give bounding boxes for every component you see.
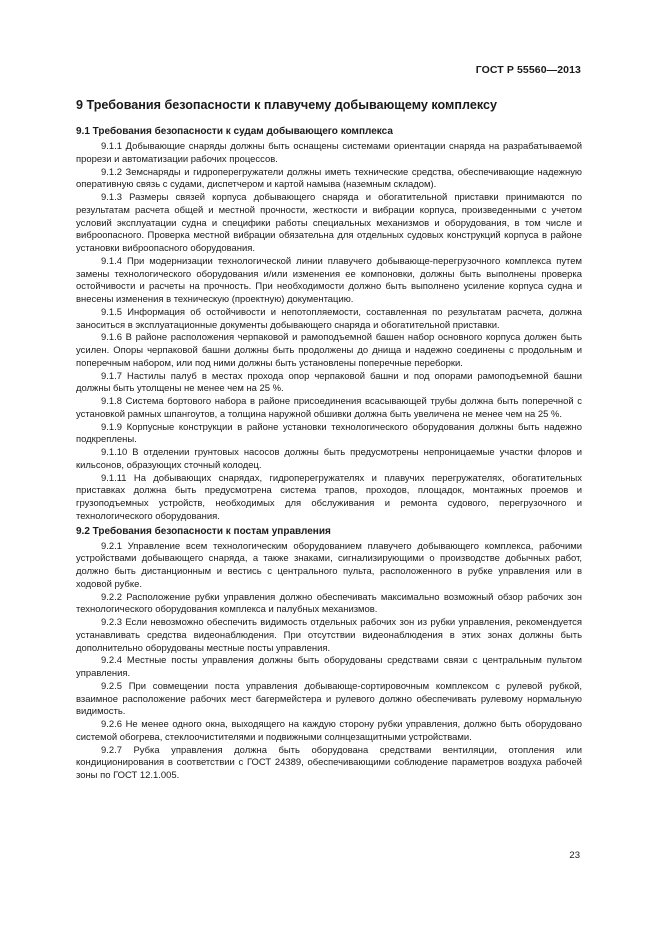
paragraph-9-2-2: 9.2.2 Расположение рубки управления должно обеспечивать максимально возможный обзор рабочих зон технологического оборудования комплекса и палубных механизмов. [76,591,582,616]
page-content [76,97,582,783]
paragraph-9-2-4: 9.2.4 Местные посты управления должны быть оборудованы средствами связи с центральным пультом управления. [76,655,582,679]
paragraph-9-1-1: 9.1.1 Добывающие снаряды должны быть оснащены системами ориентации снаряда на разрабатываемой прорези и автоматизации рабочих процессов. [76,141,582,165]
section-title: 9 Требования безопасности к плавучему добывающему комплексу [76,98,497,112]
standard-code-header: ГОСТ Р 55560—2013 [475,64,581,76]
paragraph-9-1-7: 9.1.7 Настилы палуб в местах прохода опор черпаковой башни и под опорами рамоподъемной башни должны быть утолщены не менее чем на 25 %. [76,370,582,395]
paragraph-9-1-2: 9.1.2 Земснаряды и гидроперегружатели должны иметь технические средства, обеспечивающие надежную оперативную связь с судами, диспетчером и картой намыва (наземным складом). [76,166,582,191]
paragraph-9-1-3: 9.1.3 Размеры связей корпуса добывающего снаряда и обогатительной приставки принимаются по результатам расчета общей и местной прочности, жесткости и вибрации корпуса, произведенными с учетом условий эксплуатации судна и специфики работы специальных механизмов и оборудования, в том числе и виброопасного. Проверка местной вибрации обязательна для отдельных судовых конструкций корпуса в районе установки виброопасного оборудования. [76,192,582,254]
paragraph-9-1-8: 9.1.8 Система бортового набора в районе присоединения всасывающей трубы должна быть поперечной с установкой рамных шпангоутов, а толщина наружной обшивки должна быть увеличена не менее чем на 25 %. [76,396,582,420]
page-number: 23 [569,850,580,861]
paragraph-9-2-3: 9.2.3 Если невозможно обеспечить видимость отдельных рабочих зон из рубки управления, рекомендуется устанавливать средства видеонаблюдения. При отсутствии видеонаблюдения в этих зонах должны быть дополнительно оборудованы местные посты управления. [76,617,582,654]
paragraph-9-2-1: 9.2.1 Управление всем технологическим оборудованием плавучего добывающего комплекса, рабочими устройствами добывающего снаряда, а также знаками, сигнализирующими о производстве добычных работ, должно быть дистанционным и вестись с центрального пульта, расположенного в рубке управления или в ходовой рубке. [76,540,582,590]
paragraph-9-1-10: 9.1.10 В отделении грунтовых насосов должны быть предусмотрены непроницаемые участки флоров и кильсонов, образующих сточный колодец. [76,447,582,471]
paragraph-9-2-7: 9.2.7 Рубка управления должна быть оборудована средствами вентиляции, отопления или кондиционирования в соответствии с ГОСТ 24389, обеспечивающими соблюдение параметров воздуха рабочей зоны по ГОСТ 12.1.005. [76,744,582,781]
paragraph-9-1-6: 9.1.6 В районе расположения черпаковой и рамоподъемной башен набор основного корпуса должен быть усилен. Опоры черпаковой башни должны быть продолжены до днища и надежно соединены с продольным и поперечным набором, или под ними должны быть установлены поперечные переборки. [76,332,582,369]
paragraph-9-1-5: 9.1.5 Информация об остойчивости и непотопляемости, составленная по результатам расчета, должна заноситься в эксплуатационные документы добывающего снаряда и обогатительной приставки. [76,306,582,331]
paragraph-9-2-5: 9.2.5 При совмещении поста управления добывающе-сортировочным комплексом с рулевой рубкой, взаимное расположение рабочих мест багермейстера и рулевого должно обеспечивать рулевому нормальную видимость. [76,680,582,718]
subsection-title-9-1: 9.1 Требования безопасности к судам добывающего комплекса [76,126,393,137]
paragraph-9-1-4: 9.1.4 При модернизации технологической линии плавучего добывающе-перегрузочного комплекса путем замены технологического оборудования и/или изменения ее компоновки, должны быть выполнены проверка остойчивости и расчеты на прочность. При необходимости должно быть выполнено усиление корпуса судна и внесены изменения в техническую (проектную) документацию. [76,255,582,305]
paragraph-9-2-6: 9.2.6 Не менее одного окна, выходящего на каждую сторону рубки управления, должно быть оборудовано системой обогрева, стеклоочистителями и подвижными солнцезащитными устройствами. [76,719,582,743]
paragraph-9-1-9: 9.1.9 Корпусные конструкции в районе установки технологического оборудования должны быть надежно подкреплены. [76,421,582,446]
subsection-title-9-2: 9.2 Требования безопасности к постам управления [76,525,331,537]
paragraph-9-1-11: 9.1.11 На добывающих снарядах, гидроперегружателях и плавучих перегружателях, обогатительных приставках должна быть предусмотрена система трапов, проходов, площадок, монтажных проемов и грузоподъемных устройств, необходимых для обслуживания и ремонта судового, перегрузочного и технологического оборудования. [76,472,582,522]
